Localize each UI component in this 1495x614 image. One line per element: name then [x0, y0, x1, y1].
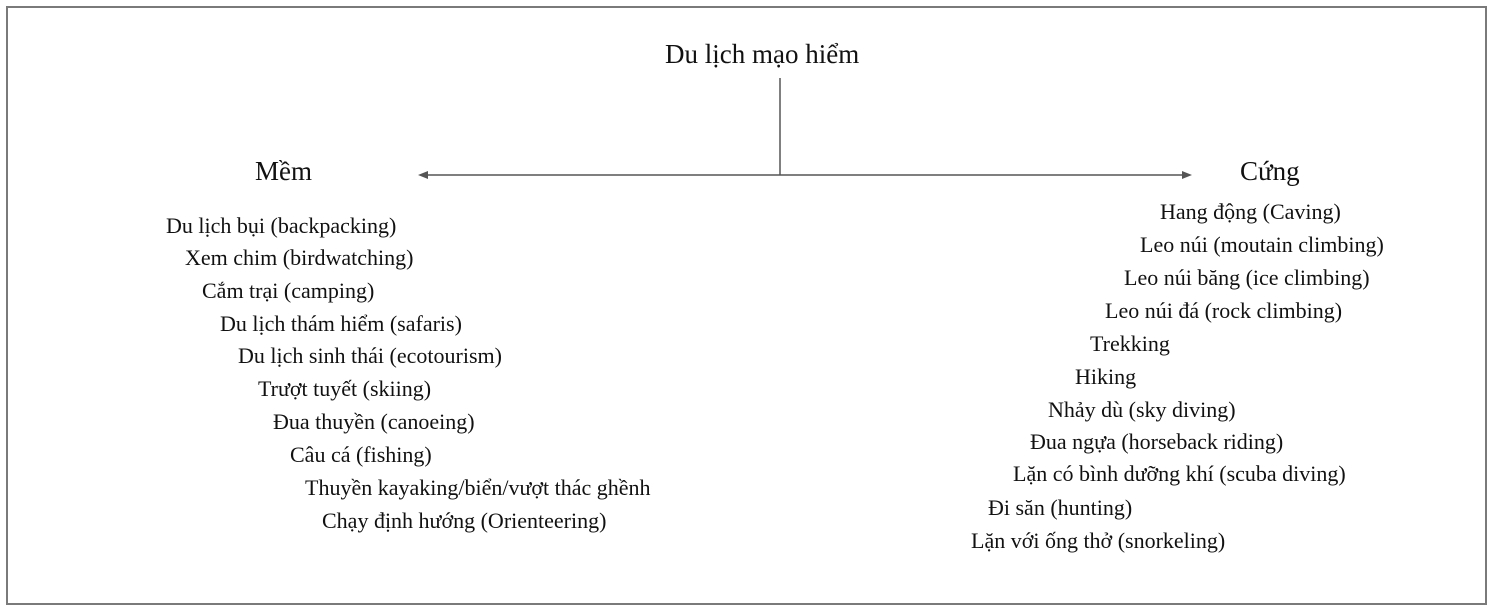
hard-item: Nhảy dù (sky diving): [1048, 397, 1236, 422]
hard-item: Đua ngựa (horseback riding): [1030, 429, 1284, 454]
hard-item: Lặn có bình dưỡng khí (scuba diving): [1013, 461, 1346, 486]
soft-item: Đua thuyền (canoeing): [273, 409, 475, 434]
soft-branch-label: Mềm: [255, 156, 312, 186]
hard-item: Trekking: [1090, 331, 1170, 356]
soft-item: Câu cá (fishing): [290, 442, 432, 467]
hard-item: Leo núi băng (ice climbing): [1124, 265, 1370, 290]
soft-item: Trượt tuyết (skiing): [258, 376, 432, 401]
hard-item: Leo núi đá (rock climbing): [1105, 298, 1343, 323]
soft-item: Thuyền kayaking/biển/vượt thác ghềnh: [305, 475, 651, 500]
soft-item: Cắm trại (camping): [202, 278, 375, 303]
hard-item: Lặn với ống thở (snorkeling): [971, 528, 1226, 553]
soft-item: Chạy định hướng (Orienteering): [322, 508, 607, 533]
right-arrowhead: [1182, 171, 1192, 179]
soft-item: Du lịch thám hiểm (safaris): [220, 311, 462, 336]
hard-item: Hang động (Caving): [1160, 199, 1341, 224]
hard-item: Đi săn (hunting): [988, 495, 1133, 520]
diagram-title: Du lịch mạo hiểm: [665, 39, 860, 69]
soft-item: Du lịch sinh thái (ecotourism): [238, 343, 502, 368]
hard-branch-label: Cứng: [1240, 156, 1300, 186]
left-arrowhead: [418, 171, 428, 179]
hard-item: Hiking: [1075, 364, 1137, 389]
soft-item: Du lịch bụi (backpacking): [166, 213, 397, 238]
soft-item: Xem chim (birdwatching): [185, 245, 414, 270]
hard-item: Leo núi (moutain climbing): [1140, 232, 1384, 257]
